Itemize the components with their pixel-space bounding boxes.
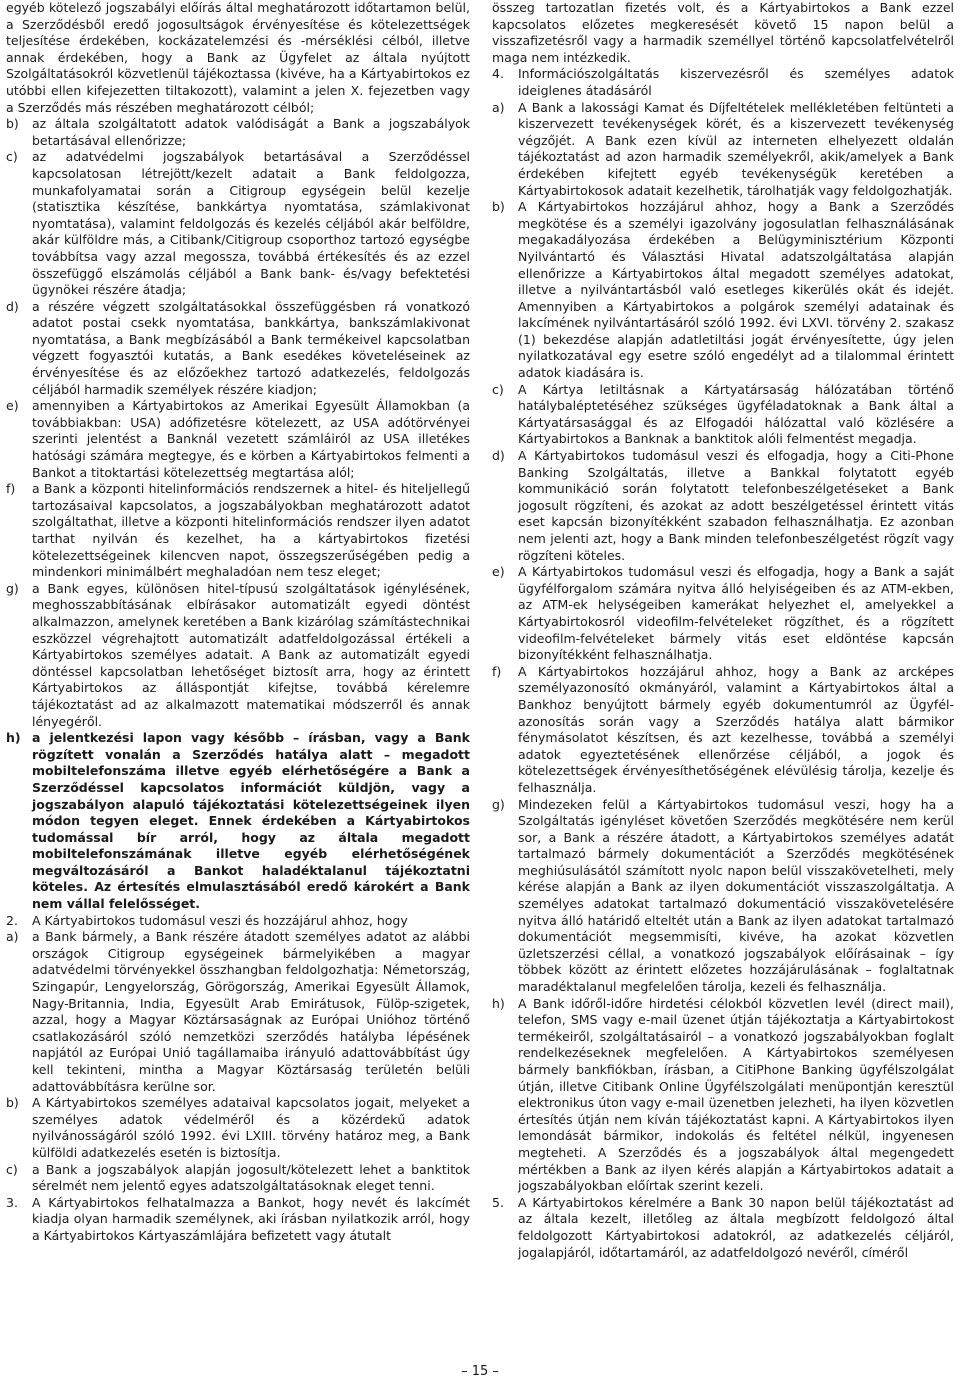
list-item-marker: d) — [492, 448, 505, 464]
list-item-text: A Kártya letiltásnak a Kártyatársaság hálózatában történő hatálybaléptetéséhez szükséges ügyféladatoknak a Bank által a Kártyatársasággal és az Elfogadói hálózattal való közlésére a Kártyabirtokos a Banknak a banktitok alóli felmentést megadja. — [518, 381, 954, 447]
list-item — [492, 797, 954, 996]
point-5-marker: 5. — [492, 1194, 504, 1210]
point-2-text: A Kártyabirtokos tudomásul veszi és hozzájárul ahhoz, hogy — [32, 912, 408, 928]
list-item-text: az általa szolgáltatott adatok valódiságát a Bank a jogszabályok betartásával ellenőrizze; — [32, 116, 470, 148]
left-list-1 — [6, 116, 470, 913]
list-item-marker: b) — [6, 1095, 19, 1111]
point-2-marker: 2. — [6, 912, 18, 928]
list-item — [492, 100, 954, 200]
point-3 — [6, 1195, 470, 1245]
list-item — [6, 929, 470, 1095]
list-item — [492, 382, 954, 448]
point-3-text: A Kártyabirtokos felhatalmazza a Bankot, hogy nevét és lakcímét kiadja olyan harmadik személynek, aki írásban nyilatkozik arról, hogy a Kártyabirtokos Kártyaszámlájára befizetett vagy átutalt — [32, 1194, 470, 1243]
list-item-text: a Bank a központi hitelinformációs rendszernek a hitel- és hiteljellegű tartozásaival kapcsolatos, a jogszabályokban meghatározott adatot szolgáltathat, illetve a központi hitelinformációs rendszer ilyen adatot tarthat nyilván és kezelhet, ha a kártyabirtokos fizetési kötelezettségeinek kilencven napot, összegszerűségében pedig a mindenkori minimálbért meghaladóan nem tesz eleget; — [32, 481, 470, 580]
list-item — [6, 149, 470, 298]
list-item — [6, 730, 470, 913]
list-item-text: A Kártyabirtokos hozzájárul ahhoz, hogy a Bank a Szerződés megkötése és a személyi igazolvány jogosulatlan felhasználásának megakadályozása érdekében a Belügyminisztérium Központi Nyilvántartó és Választási Hivatal adatszolgáltatása alapján ellenőrizze a Kártyabirtokos által megadott személyes adatokat, illetve a nyilvántartásból való esetleges kikerülés okát és idejét. Amennyiben a Kártyabirtokos a polgárok személyi adatainak és lakcímének nyilvántartásáról szóló 1992. évi LXVI. törvény 2. szakasz (1) bekezdése alapján adatletiltási jogát érvényesítette, úgy jelen nyilatkozatával egy esetre szóló engedélyt ad a tilalommal érintett adatok kiadására is. — [518, 199, 954, 381]
list-item — [6, 398, 470, 481]
point-5-text: A Kártyabirtokos kérelmére a Bank 30 napon belül tájékoztatást ad az általa kezelt, illetőleg az általa megbízott feldolgozó által feldolgozott Kártyabirtokosi adatokról, az adatkezelés céljáról, jogalapjáról, időtartamáról, az adatfeldolgozó nevéről, címéről — [518, 1194, 954, 1260]
list-item — [492, 199, 954, 382]
left-column — [6, 0, 470, 1245]
list-item — [492, 448, 954, 564]
point-5 — [492, 1195, 954, 1261]
list-item-marker: b) — [6, 116, 19, 132]
left-list-2 — [6, 929, 470, 1195]
left-intro-paragraph: egyéb kötelező jogszabályi előírás által meghatározott időtartamon belül, a Szerződésből eredő jogosultságok érvényesítése és kötelezettségek teljesítése érdekében, kockázatelemzési és -mérséklési célból, illetve annak érdekében, hogy a Bank az Ügyfelet az általa nyújtott Szolgáltatásokról közvetlenül tájékoztassa (kivéve, ha a Kártyabirtokos ez utóbbi ellen kifejezetten tiltakozott), valamint a jelen X. fejezetben vagy a Szerződés más részében meghatározott célból; — [6, 0, 470, 115]
list-item-marker: h) — [6, 730, 21, 746]
list-item-text: A Kártyabirtokos tudomásul veszi és elfogadja, hogy a Citi-Phone Banking Szolgáltatás, illetve a Bankkal folytatott egyéb kommunikáció során folytatott telefonbeszélgetéseket a Bank jogosult rögzíteni, és azokat az adott beszélgetéssel érintett vitás eset kapcsán bizonyítékként szabadon felhasználhatja. Ez azonban nem jelenti azt, hogy a Bank minden telefonbeszélgetést rögzít vagy rögzíteni köteles. — [518, 448, 954, 563]
list-item — [492, 564, 954, 664]
list-item-text: A Bank a lakossági Kamat és Díjfeltételek mellékletében feltünteti a kiszervezett tevékenységek körét, és a kiszervezett tevékenység végzőjét. A Bank ezen kívül az interneten elhelyezett oldalán tájékoztatást ad azon harmadik személyekről, akik/amelyek a Bank érdekében kifejtett egyéb tevékenységük keretében a Kártyabirtokosok adatait kezelhetik, tárolhatják vagy feldolgozhatják. — [518, 99, 954, 198]
list-item-marker: c) — [492, 381, 504, 397]
point-4-text: Információszolgáltatás kiszervezésről és személyes adatok ideiglenes átadásáról — [518, 66, 954, 98]
list-item-text: az adatvédelmi jogszabályok betartásával a Szerződéssel kapcsolatosan létrejött/kezelt adatait a Bank feldolgozza, munkafolyamatai során a Citigroup egységein belül kezelje (statisztika készítése, bankkártya nyomtatása, számlakivonat nyomtatása), valamint feldolgozás és kezelés céljából akár belföldre, akár külföldre más, a Citibank/Citigroup csoporthoz tartozó egységbe továbbítsa vagy azzal megossza, továbbá értékesítés és az ezzel összefüggő elszámolás céljából a Bank bank- és/vagy befektetési ügynökei részére átadja; — [32, 149, 470, 298]
list-item-text: a Bank a jogszabályok alapján jogosult/kötelezett lehet a banktitok sérelmét nem jelentő egyes adatszolgáltatásoknak eleget tenni. — [32, 1161, 470, 1194]
list-item-marker: h) — [492, 995, 505, 1011]
list-item-marker: e) — [492, 564, 505, 580]
list-item-text: a Bank egyes, különösen hitel-típusú szolgáltatások igénylésének, meghosszabbításának elbírásakor automatizált egyedi döntést alkalmazzon, amelynek keretében a Bank kizárólag számítástechnikai eszközzel végrehajtott automatizált adatfeldolgozással értékeli a Kártyabirtokos személyes adatait. A Bank az automatizált egyedi döntéssel kapcsolatban lehetőséget biztosít arra, hogy az érintett Kártyabirtokos az álláspontját kifejtse, továbbá kérelemre tájékoztatást ad az alkalmazott matematikai módszerről és annak lényegéről. — [32, 580, 471, 729]
point-3-marker: 3. — [6, 1194, 18, 1210]
list-item-text: A Bank időről-időre hirdetési célokból közvetlen levél (direct mail), telefon, SMS vagy e-mail üzenet útján tájékoztatja a Kártyabirtokost termékeiről, szolgáltatásairól – a vonatkozó jogszabályokban foglalt rendelkezéseknek megfelelően. A Kártyabirtokos személyesen bármely bankfiókban, írásban, a CitiPhone Banking ügyfélszolgálat útján, illetve Citibank Online Ügyfélszolgálati menüpontján keresztül elektronikus úton vagy e-mail üzenetben jelezheti, ha ilyen közvetlen értesítés útján nem kíván tájékoztatást kapni. A Kártyabirtokos ilyen lemondását bármikor, indokolás és feltétel nélkül, ingyenesen megteheti. A Szerződés és a jogszabályok által megengedett mértékben a Bank az ilyen kérés alapján a Kártyabirtokos adatait a jogszabályokban előírtak szerint kezeli. — [518, 995, 954, 1194]
list-item-marker: a) — [492, 99, 505, 115]
point-4 — [492, 66, 954, 99]
list-item-marker: a) — [6, 929, 19, 945]
list-item — [6, 1162, 470, 1195]
list-item — [492, 664, 954, 797]
list-item-text: a jelentkezési lapon vagy később – írásban, vagy a Bank rögzített vonalán a Szerződés hatálya alatt – megadott mobiltelefonszáma illetve egyéb elérhetőségére a Bank a Szerződéssel kapcsolatos információt küldjön, vagy a jogszabályon alapuló tájékoztatási kötelezettségeinek ilyen módon tegyen eleget. Ennek érdekében a Kártyabirtokos tudomással bír arról, hogy az általa megadott mobiltelefonszámának illetve egyéb elérhetőségének megváltozásáról a Bankot haladéktalanul tájékoztatni köteles. Az értesítés elmulasztásából eredő károkért a Bank nem vállal felelősséget. — [32, 730, 470, 912]
list-item — [6, 116, 470, 149]
list-item-text: a részére végzett szolgáltatásokkal összefüggésben rá vonatkozó adatot postai csekk nyomtatása, bankkártya, bankszámlakivonat nyomtatása, a Bank megbízásából a Bank termékeivel kapcsolatban végzett fogyasztói kutatás, a Bank esedékes követeléseinek az érvényesítése és az előzőekhez tartozó adatkezelés, feldolgozás céljából harmadik személyek részére kiadjon; — [32, 298, 470, 397]
list-item-marker: d) — [6, 298, 19, 314]
list-item-marker: c) — [6, 1161, 18, 1177]
point-2 — [6, 913, 470, 930]
right-intro-paragraph: összeg tartozatlan fizetés volt, és a Kártyabirtokos a Bank ezzel kapcsolatos előzetes megkeresését követő 15 napon belül a visszafizetésről vagy a harmadik személlyel történő kapcsolatfelvételről maga nem intézkedik. — [492, 0, 954, 65]
list-item-text: A Kártyabirtokos személyes adataival kapcsolatos jogait, melyeket a személyes adatok védelméről és a közérdekű adatok nyilvánosságáról szóló 1992. évi LXIII. törvény határoz meg, a Bank külföldi adatkezelés esetén is biztosítja. — [32, 1095, 470, 1160]
list-item-marker: e) — [6, 398, 19, 414]
right-list-4 — [492, 100, 954, 1195]
list-item-text: A Kártyabirtokos hozzájárul ahhoz, hogy a Bank az arcképes személyazonosító okmányáról, valamint a Kártyabirtokos által a Bankhoz benyújtott bármely egyéb dokumentumról az Ügyfél- azonosítás során vagy a Szerződés hatálya alatt bármikor fénymásolatot készítsen, és azt kezelhesse, továbbá a személyi adatok egyeztetésének ellenőrzése céljából, a jogok és kötelezettségek érvényesíthetőségének elévülésig tárolja, kezelje és felhasználja. — [518, 663, 954, 795]
list-item-marker: f) — [492, 663, 502, 679]
list-item-marker: c) — [6, 149, 18, 165]
list-item-text: amennyiben a Kártyabirtokos az Amerikai Egyesült Államokban (a továbbiakban: USA) adófizetésre kötelezett, az USA adótörvényei szerinti jelentést a Banknál vezetett számláiról az USA illetékes hatósági számára megtegye, és e körben a Kártyabirtokos felmenti a Bankot a titoktartási kötelezettség megtartása alól; — [32, 398, 470, 480]
list-item-marker: g) — [6, 580, 19, 596]
right-column — [492, 0, 954, 1261]
point-4-marker: 4. — [492, 66, 504, 82]
list-item — [6, 581, 470, 730]
list-item-marker: f) — [6, 481, 16, 497]
list-item-text: a Bank bármely, a Bank részére átadott személyes adatot az alábbi országok Citigroup egységeinek bármelyikében a magyar adatvédelmi törvényekkel összhangban feldolgozhatja: Németország, Szingapúr, Lengyelország, Görögország, Amerikai Egyesült Államok, Nagy-Britannia, India, Egyesült Arab Emirátusok, Fülöp-szigetek, azzal, hogy a Magyar Köztársaságnak az Európai Unióhoz történő csatlakozásáról szóló nemzetközi szerződés hatályba lépésének napjától az Európai Unió tagállamaiba irányuló adattovábbítást úgy kell tekinteni, mintha a Magyar Köztársaság területén belüli adattovábbításra kerülne sor. — [32, 929, 470, 1094]
list-item — [6, 1095, 470, 1161]
page-number: – 15 – — [461, 1364, 499, 1379]
list-item — [6, 299, 470, 399]
list-item-text: Mindezeken felül a Kártyabirtokos tudomásul veszi, hogy ha a Szolgáltatás igényléset követően Szerződés megkötésére nem kerül sor, a Bank a részére átadott, a Kártyabirtokos személyes adatát tartalmazó bármely dokumentációt a Szerződés megkötésének meghiúsulásától számított nyolc napon belül visszakövetelheti, mely kérése alapján a Bank az ilyen dokumentációt visszaszolgáltatja. A személyes adatokat tartalmazó dokumentáció visszakövetelésére nyitva álló határidő elteltét után a Bank az ilyen adatokat tartalmazó dokumentációt megsemmisíti, kivéve, ha azokat közvetlen üzletszerzési céllal, a vonatkozó jogszabályok előírásainak – így többek között az érintett előzetes hozzájárulásának – foglaltatnak maradéktalanul megfelelően tárolja, kezeli és felhasználja. — [518, 796, 954, 995]
list-item — [492, 996, 954, 1195]
list-item-text: A Kártyabirtokos tudomásul veszi és elfogadja, hogy a Bank a saját ügyfélforgalom számára nyitva álló helyiségeiben és az ATM-ekben, az ATM-ek helységeiben kamerákat helyezhet el, amelyekkel a Kártyabirtokosról videofilm-felvételeket rögzíthet, és a rögzített videofilm-felvételeket bármely vitás eset eldöntése kapcsán bizonyítékként felhasználhatja. — [518, 564, 954, 663]
list-item-marker: b) — [492, 199, 505, 215]
list-item — [6, 481, 470, 581]
list-item-marker: g) — [492, 796, 505, 812]
